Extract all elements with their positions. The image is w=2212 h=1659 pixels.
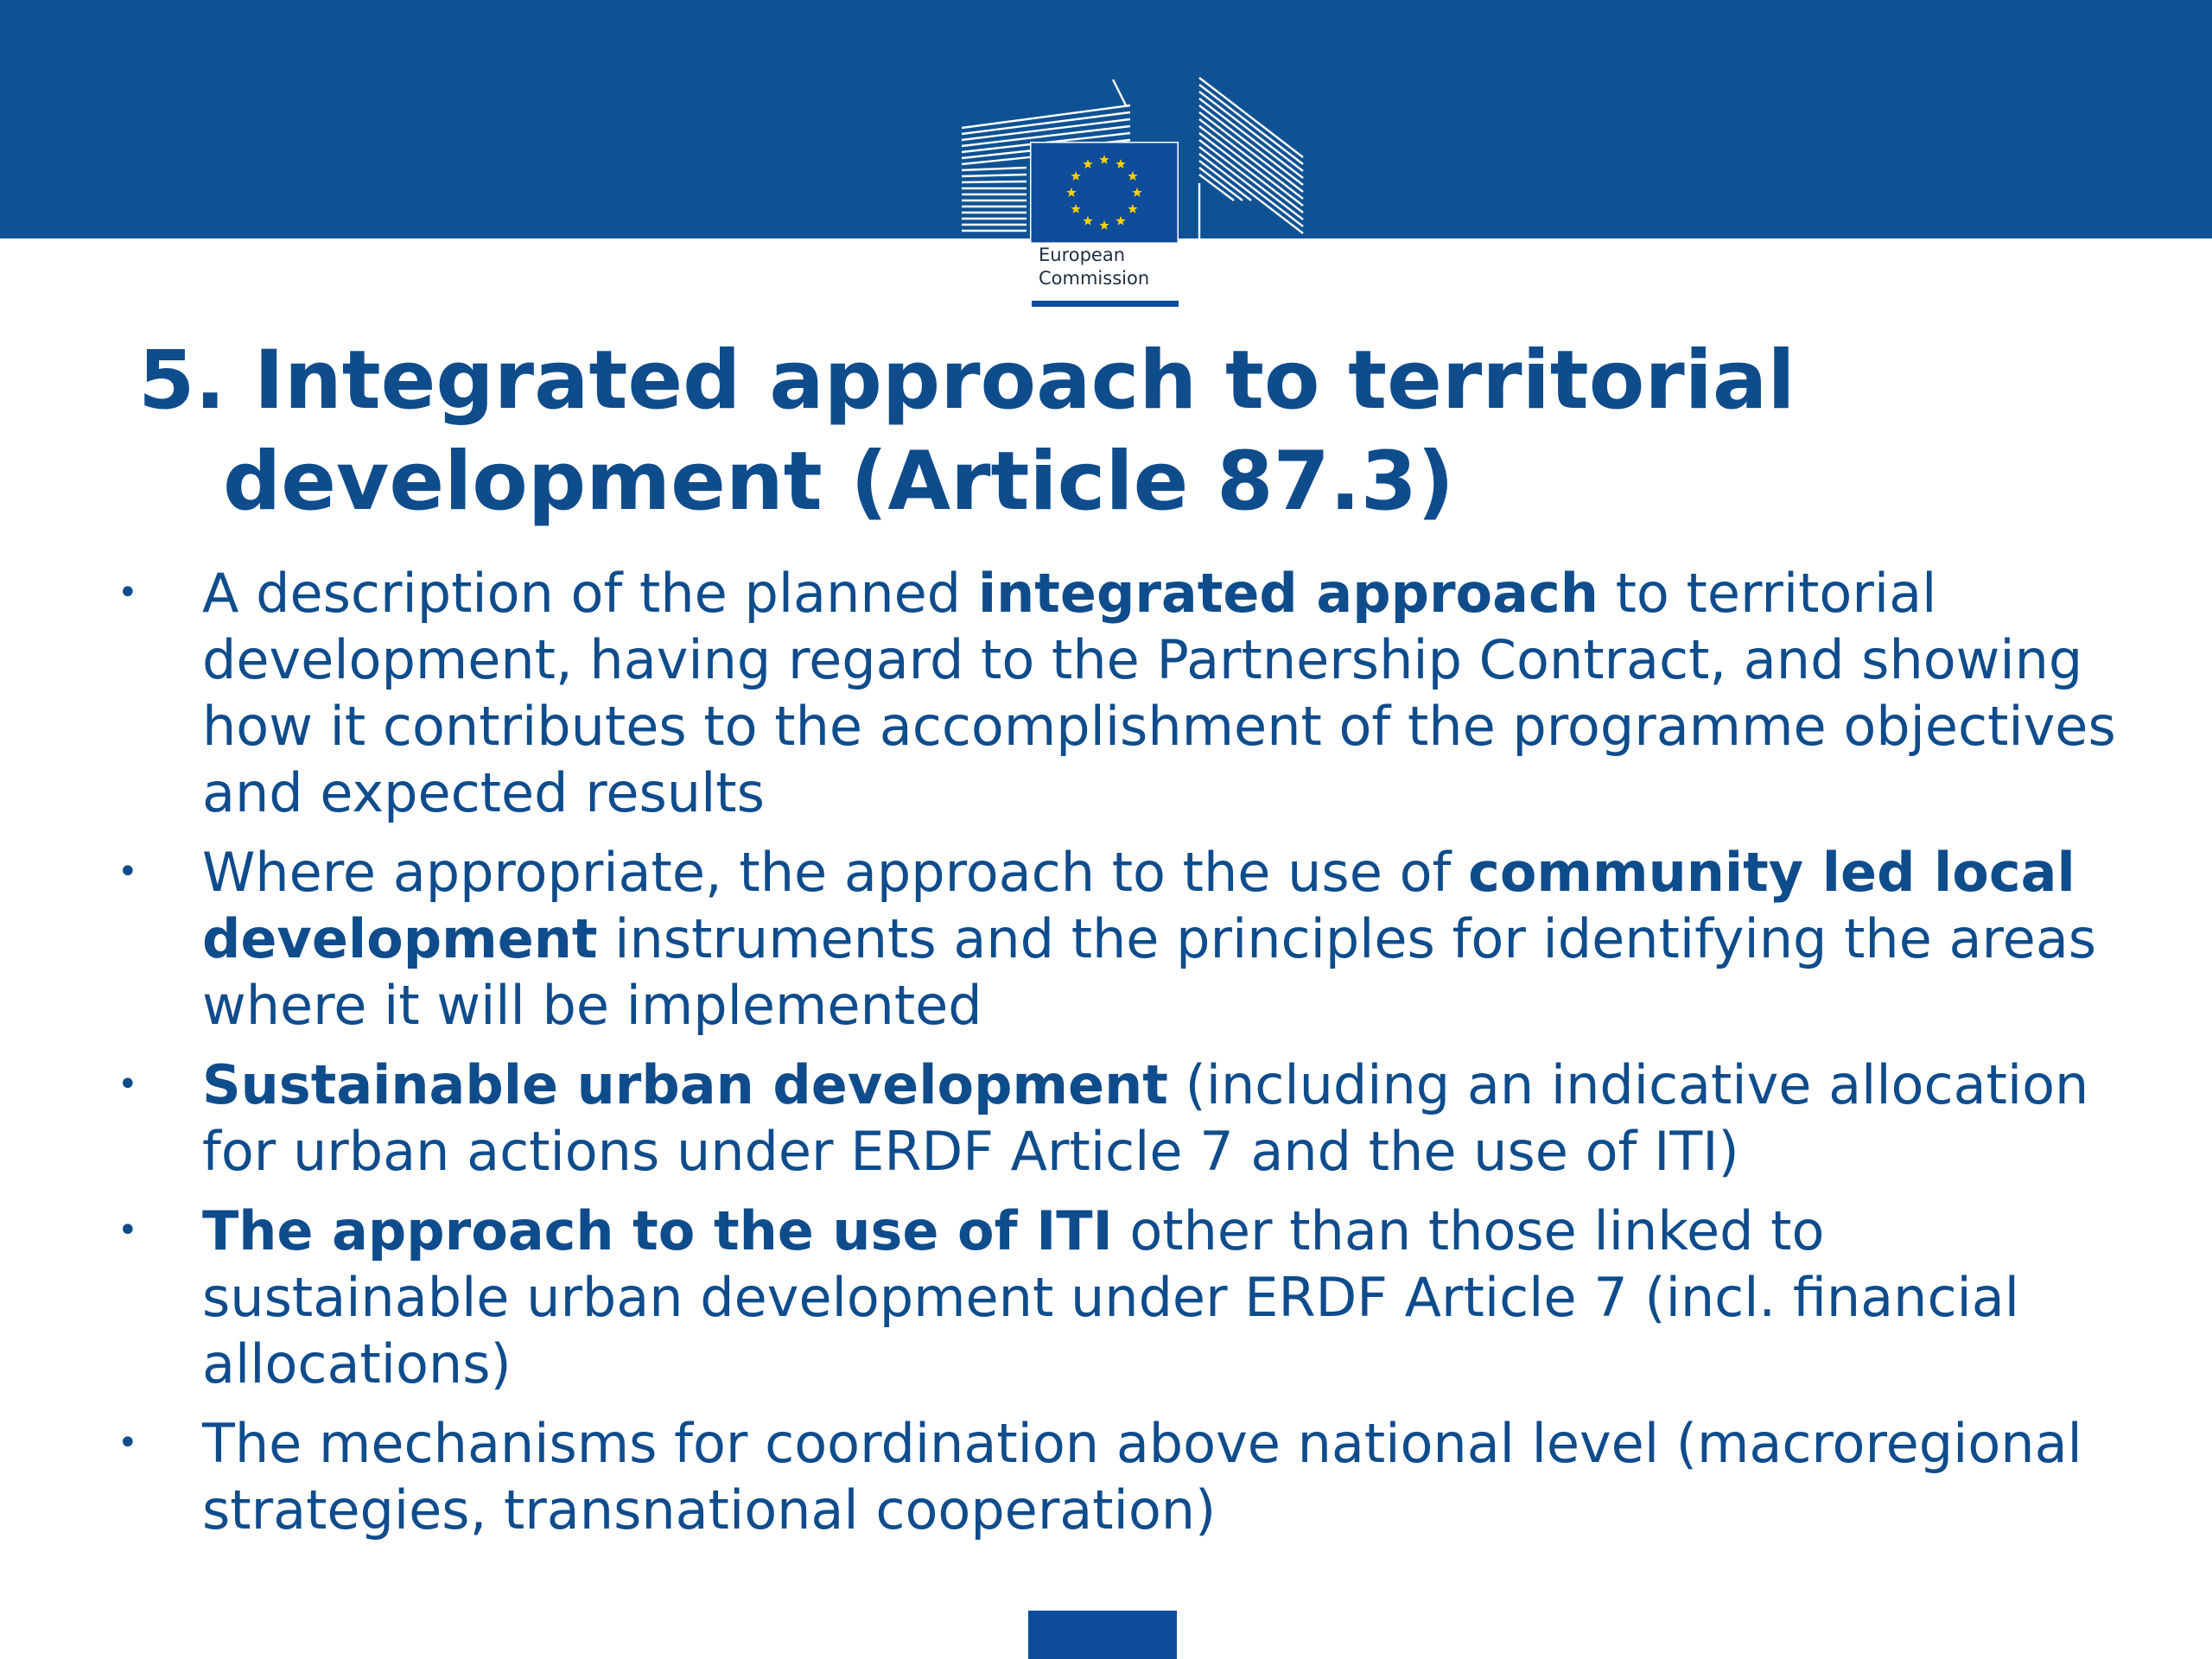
- bullet-text: The mechanisms for coordination above national level (macroregional strategies, transnational cooperation): [202, 1412, 2082, 1541]
- bullet-item: [112, 1410, 2126, 1543]
- bullet-symbol: •: [118, 1423, 138, 1463]
- bullet-item: [112, 1052, 2126, 1185]
- bullet-item: [112, 1198, 2126, 1397]
- bullet-symbol: •: [118, 852, 138, 892]
- logo-line-commission: Commission: [1039, 268, 1150, 289]
- european-commission-logo: [957, 71, 1310, 313]
- logo-underline: [1032, 301, 1179, 307]
- logo-line-european: European: [1039, 245, 1126, 265]
- title-line-2: development (Article 87.3): [223, 435, 1454, 529]
- bullet-item: [112, 839, 2126, 1039]
- bullet-bold-text: Sustainable urban development: [202, 1053, 1168, 1116]
- bullet-text: other than those linked to sustainable urban development under ERDF Article 7 (incl. financial allocations): [202, 1199, 2020, 1395]
- title-line-1: 5. Integrated approach to territorial: [138, 334, 1796, 428]
- bullet-symbol: •: [118, 1065, 138, 1104]
- bullet-bold-text: The approach to the use of ITI: [202, 1199, 1113, 1262]
- logo-text: [1039, 244, 1211, 290]
- bullet-text: to territorial development, having regard to the Partnership Contract, and showing how it contributes to the accomplishment of the programme objectives and expected results: [202, 562, 2116, 824]
- bullet-text: instruments and the principles for identifying the areas where it will be implemented: [202, 907, 2097, 1037]
- bullet-symbol: •: [118, 573, 138, 613]
- bullet-bold-text: integrated approach: [977, 562, 1599, 625]
- slide-title: [138, 330, 2126, 532]
- bullet-text: A description of the planned: [202, 562, 978, 625]
- footer-tab: [1028, 1611, 1177, 1659]
- bullet-text: (including an indicative allocation for urban actions under ERDF Article 7 and the use of ITI): [202, 1053, 2089, 1183]
- bullet-list: [112, 560, 2126, 1556]
- eu-flag-icon: [1030, 142, 1179, 244]
- bullet-symbol: •: [118, 1211, 138, 1250]
- bullet-item: [112, 560, 2126, 826]
- bullet-text: Where appropriate, the approach to the use of: [202, 841, 1469, 904]
- bullet-bold-text: community led local development: [202, 841, 2075, 970]
